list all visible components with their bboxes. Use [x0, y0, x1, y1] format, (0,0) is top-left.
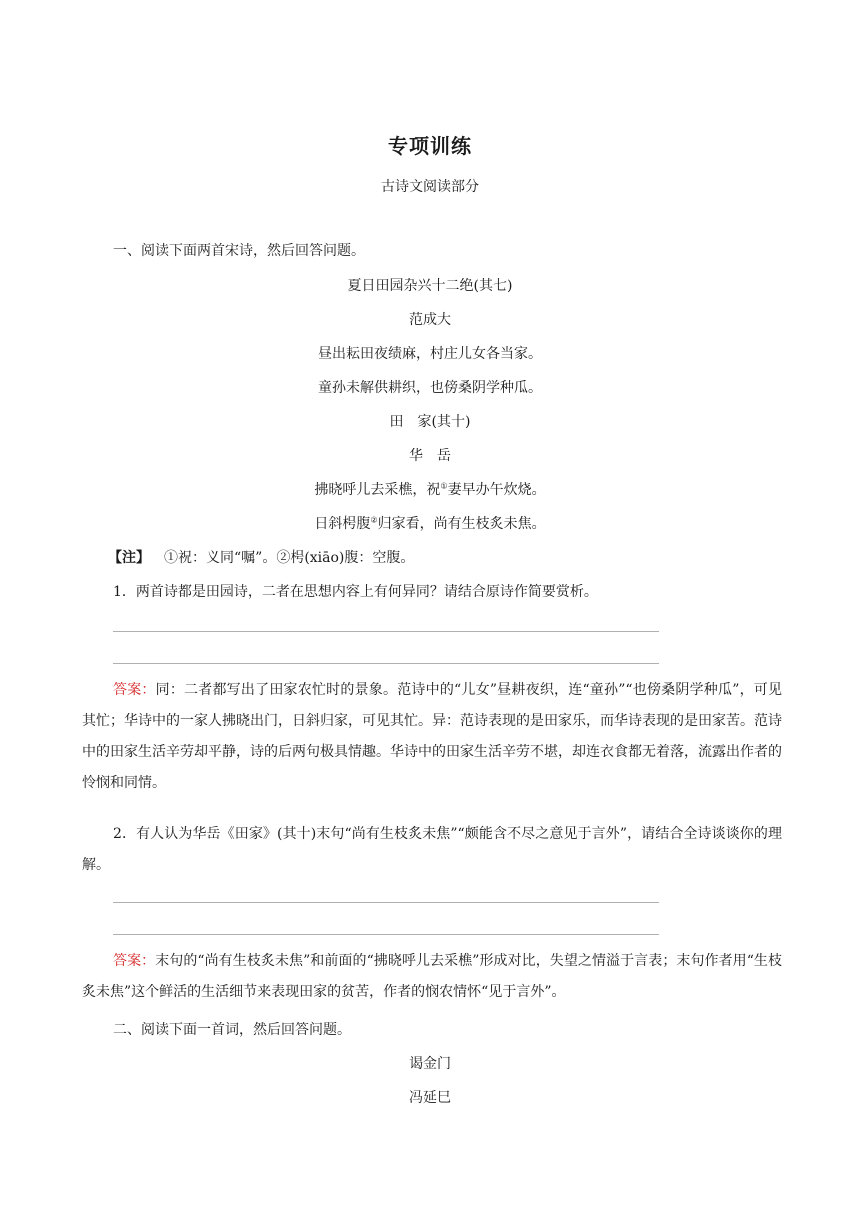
note	[108, 548, 414, 568]
poem1-author: 范成大	[409, 312, 451, 328]
section1-heading: 一、阅读下面两首宋诗，然后回答问题。	[113, 243, 365, 259]
poem3-title: 谒金门	[409, 1056, 451, 1072]
poem2-title: 田 家(其十)	[389, 414, 471, 430]
footnote-ref-1: ①	[440, 481, 448, 491]
note-label: 【注】	[108, 550, 150, 566]
poem1-title: 夏日田园杂兴十二绝(其七)	[347, 278, 513, 294]
answer-1-label: 答案：	[113, 682, 156, 698]
page-title: 专项训练	[388, 134, 472, 158]
poem2-line2-part-b: 归家看，尚有生枝炙未焦。	[377, 516, 546, 532]
answer-blank-line	[113, 631, 659, 632]
answer-blank-line	[113, 902, 659, 903]
poem1-line1: 昼出耘田夜绩麻，村庄儿女各当家。	[318, 346, 542, 362]
question-1: 1．两首诗都是田园诗，二者在思想内容上有何异同？请结合原诗作简要赏析。	[113, 584, 598, 600]
answer-blank-line	[113, 663, 659, 664]
section2-heading: 二、阅读下面一首词，然后回答问题。	[113, 1022, 351, 1038]
answer-2-label: 答案：	[113, 953, 156, 969]
poem2-line2	[0, 514, 860, 534]
question-2: 2．有人认为华岳《田家》(其十)末句“尚有生枝炙未焦”“颇能含不尽之意见于言外”，请结合全诗谈谈你的理解。	[82, 826, 782, 873]
poem3-author: 冯延巳	[409, 1090, 451, 1106]
poem2-line1-part-a: 拂晓呼儿去采樵，祝	[314, 482, 441, 498]
answer-1	[82, 675, 782, 799]
footnote-ref-2: ②	[370, 515, 378, 525]
poem2-line1	[0, 480, 860, 500]
answer-blank-line	[113, 934, 659, 935]
poem2-author: 华 岳	[409, 448, 451, 464]
answer-2-text: 末句的“尚有生枝炙未焦”和前面的“拂晓呼儿去采樵”形成对比，失望之情溢于言表；末句作者用“生枝炙未焦”这个鲜活的生活细节来表现田家的贫苦，作者的悯农情怀“见于言外”。	[82, 953, 782, 1000]
poem1-line2: 童孙未解供耕织，也傍桑阴学种瓜。	[318, 380, 542, 396]
note-text: ①祝：义同“嘱”。②枵(xiāo)腹：空腹。	[164, 550, 415, 566]
poem2-line2-part-a: 日斜枵腹	[314, 516, 371, 532]
page-subtitle: 古诗文阅读部分	[381, 179, 479, 195]
answer-2	[82, 946, 782, 1008]
poem2-line1-part-b: 妻早办午炊烧。	[447, 482, 546, 498]
answer-1-text: 同：二者都写出了田家农忙时的景象。范诗中的“儿女”昼耕夜织，连“童孙”“也傍桑阴学种瓜”，可见其忙；华诗中的一家人拂晓出门，日斜归家，可见其忙。异：范诗表现的是田家乐，而华诗表现的是田家苦。范诗中的田家生活辛劳却平静，诗的后两句极具情趣。华诗中的田家生活辛劳不堪，却连衣食都无着落，流露出作者的怜悯和同情。	[82, 682, 783, 791]
